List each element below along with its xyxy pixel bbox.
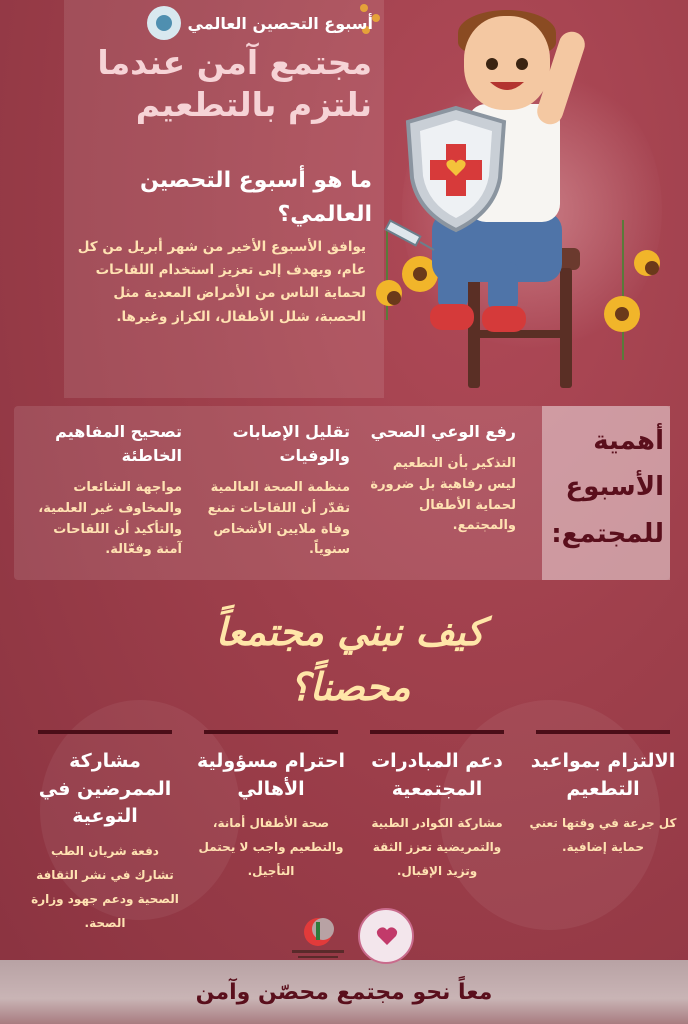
how-item-heading: احترام مسؤولية الأهالي (196, 750, 346, 800)
importance-item-heading: تقليل الإصابات والوفيات (232, 422, 350, 465)
how-item (30, 730, 180, 935)
shoe (482, 306, 526, 332)
header-top-label (73, 6, 373, 40)
how-title (150, 604, 550, 714)
main-title (62, 42, 372, 126)
shoe (430, 304, 474, 330)
how-item-heading: دعم المبادرات المجتمعية (371, 750, 503, 800)
boy-face (464, 16, 550, 110)
importance-item-text: منظمة الصحة العالمية تقدّر أن اللقاحات تمنع وفاة ملايين الأشخاص سنوياً. (207, 480, 350, 558)
importance-item (366, 420, 516, 537)
vaccine-badge-icon (147, 6, 181, 40)
what-is-title: ما هو أسبوع التحصين العالمي؟ (140, 168, 372, 228)
red-crescent-logo-icon (286, 914, 350, 962)
importance-item-heading: تصحيح المفاهيم الخاطئة (55, 422, 182, 465)
stool-leg (468, 268, 480, 388)
how-title-line2: محصناً؟ (289, 664, 411, 710)
how-item-bar (536, 730, 670, 734)
boy-head (464, 16, 550, 110)
top-label-text: أسبوع التحصين العالمي (187, 13, 373, 33)
how-title-line1: كيف نبني مجتمعاً (215, 609, 485, 654)
how-item (362, 730, 512, 883)
heart-logo-icon (358, 908, 414, 964)
how-item-text: كل جرعة في وقتها تعني حماية إضافية. (529, 816, 677, 855)
heart-icon (376, 926, 398, 946)
importance-item (32, 420, 182, 561)
syringe-icon (376, 214, 436, 254)
stool-leg (560, 268, 572, 388)
boy-with-shield-illustration (372, 0, 688, 398)
how-item-bar (370, 730, 504, 734)
how-item-heading: الالتزام بمواعيد التطعيم (530, 750, 676, 800)
how-item-bar (38, 730, 172, 734)
what-is-body: يوافق الأسبوع الأخير من شهر أبريل من كل عام، ويهدف إلى تعزيز استخدام اللقاحات لحماية الناس من الأمراض المعدية مثل الحصبة، شلل الأطفال، الكزاز وغيرها. (77, 239, 366, 325)
how-item-bar (204, 730, 338, 734)
boy-shin (488, 262, 518, 310)
how-item-heading: مشاركة الممرضين في التوعية (38, 750, 172, 828)
footer-slogan: معاً نحو مجتمع محصّن وآمن (195, 980, 493, 1005)
main-title-line1: مجتمع آمن عندما (97, 43, 372, 82)
how-item-text: مشاركة الكوادر الطبية والتمريضية تعزز الثقة وتزيد الإقبال. (371, 816, 503, 879)
how-item-text: صحة الأطفال أمانة، والتطعيم واجب لا يحتمل التأجيل. (198, 816, 344, 879)
importance-item-text: مواجهة الشائعات والمخاوف غير العلمية، والتأكيد أن اللقاحات آمنة وفعّالة. (38, 480, 182, 558)
flower-stem (622, 220, 624, 360)
sunflower-icon (604, 296, 640, 332)
sunflower-icon (634, 250, 660, 276)
sunflower-icon (376, 280, 402, 306)
how-item (528, 730, 678, 859)
importance-title: أهمية الأسبوع للمجتمع: (551, 426, 664, 549)
main-title-line2: نلتزم بالتطعيم (135, 85, 372, 125)
boy-shin (438, 260, 468, 308)
importance-item-heading: رفع الوعي الصحي (370, 422, 516, 441)
how-item-text: دفعة شريان الطب تشارك في نشر الثقافة الصحية ودعم جهود وزارة الصحة. (31, 843, 179, 930)
importance-item (200, 420, 350, 561)
how-item (196, 730, 346, 883)
importance-item-text: التذكير بأن التطعيم ليس رفاهية بل ضرورة لحماية الأطفال والمجتمع. (370, 456, 516, 534)
